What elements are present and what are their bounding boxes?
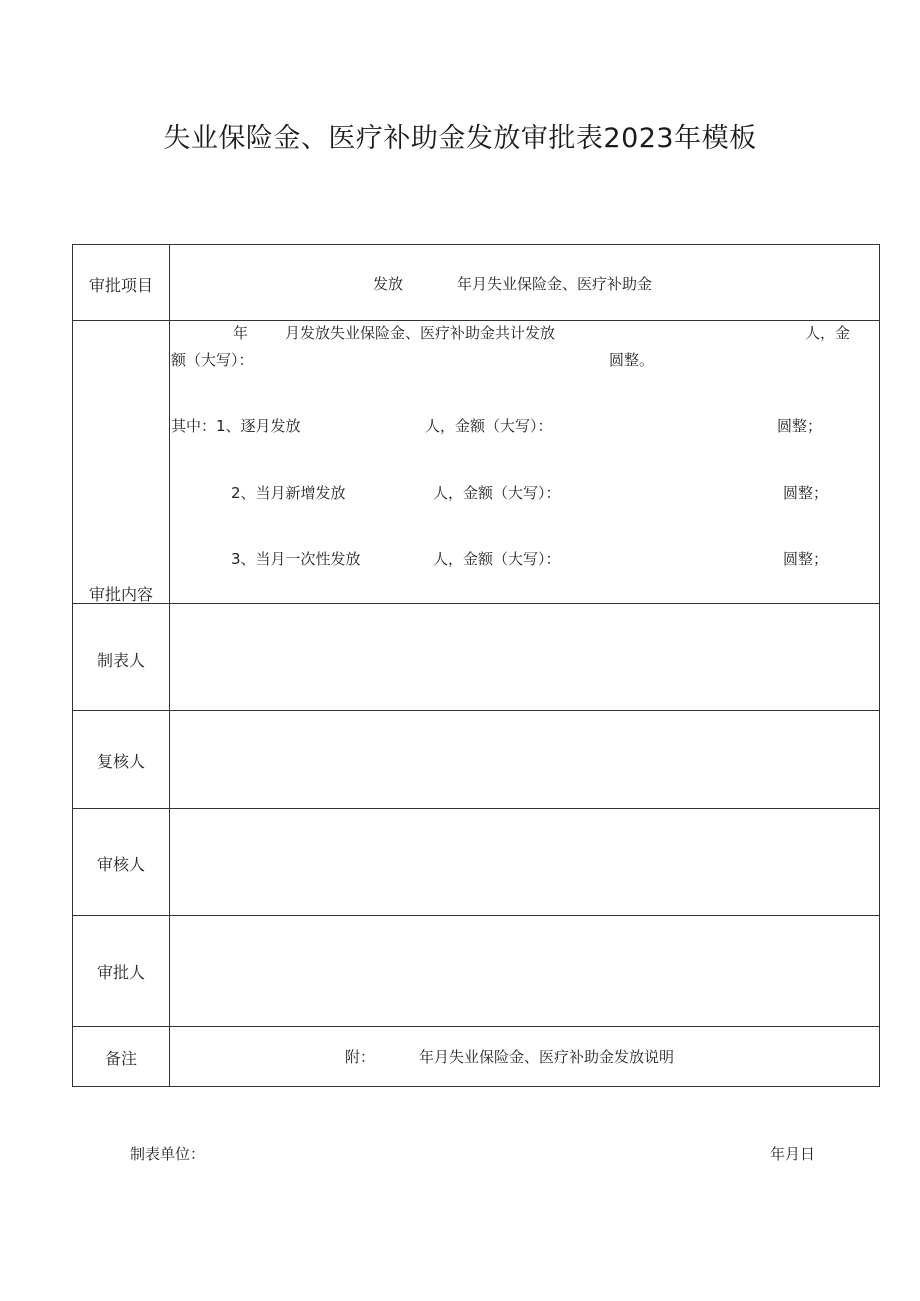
content-line2-end: 圆整。 (609, 351, 655, 369)
item2-end: 圆整； (783, 484, 829, 502)
item2-label: 2、当月新增发放 (231, 484, 346, 502)
content-year: 年 (233, 324, 249, 342)
content-line1: 月发放失业保险金、医疗补助金共计发放 (285, 324, 556, 342)
page-title: 失业保险金、医疗补助金发放审批表2023年模板 (163, 123, 757, 154)
preparing-unit-label: 制表单位： (130, 1145, 206, 1163)
item2-mid: 人，金额（大写）： (433, 484, 561, 502)
approval-content-label: 审批内容 (88, 585, 153, 604)
approval-item-prefix: 发放 (373, 275, 404, 293)
preparer-label: 制表人 (96, 651, 145, 670)
item3-end: 圆整； (783, 550, 829, 568)
approval-item-label: 审批项目 (88, 276, 153, 295)
content-line1-end: 人，金 (805, 324, 851, 342)
item3-label: 3、当月一次性发放 (231, 550, 361, 568)
reviewer-label: 复核人 (96, 752, 145, 771)
remarks-text: 年月失业保险金、医疗补助金发放说明 (419, 1048, 675, 1066)
column-divider (169, 245, 170, 1086)
item1-mid: 人，金额（大写）： (425, 417, 553, 435)
item1-end: 圆整； (777, 417, 823, 435)
row-divider (73, 603, 879, 604)
item1-label: 其中：1、逐月发放 (171, 417, 301, 435)
item3-mid: 人，金额（大写）： (433, 550, 561, 568)
auditor-label: 审核人 (96, 855, 145, 874)
approval-item-suffix: 年月失业保险金、医疗补助金 (457, 275, 653, 293)
remarks-label: 备注 (104, 1049, 137, 1068)
date-label: 年月日 (770, 1145, 816, 1163)
row-divider (73, 710, 879, 711)
approver-label: 审批人 (96, 963, 145, 982)
content-line2-start: 额（大写）： (171, 351, 254, 369)
row-divider (73, 915, 879, 916)
row-divider (73, 1026, 879, 1027)
approval-form (72, 244, 880, 1087)
remarks-prefix: 附： (345, 1048, 376, 1066)
row-divider (73, 320, 879, 321)
row-divider (73, 808, 879, 809)
